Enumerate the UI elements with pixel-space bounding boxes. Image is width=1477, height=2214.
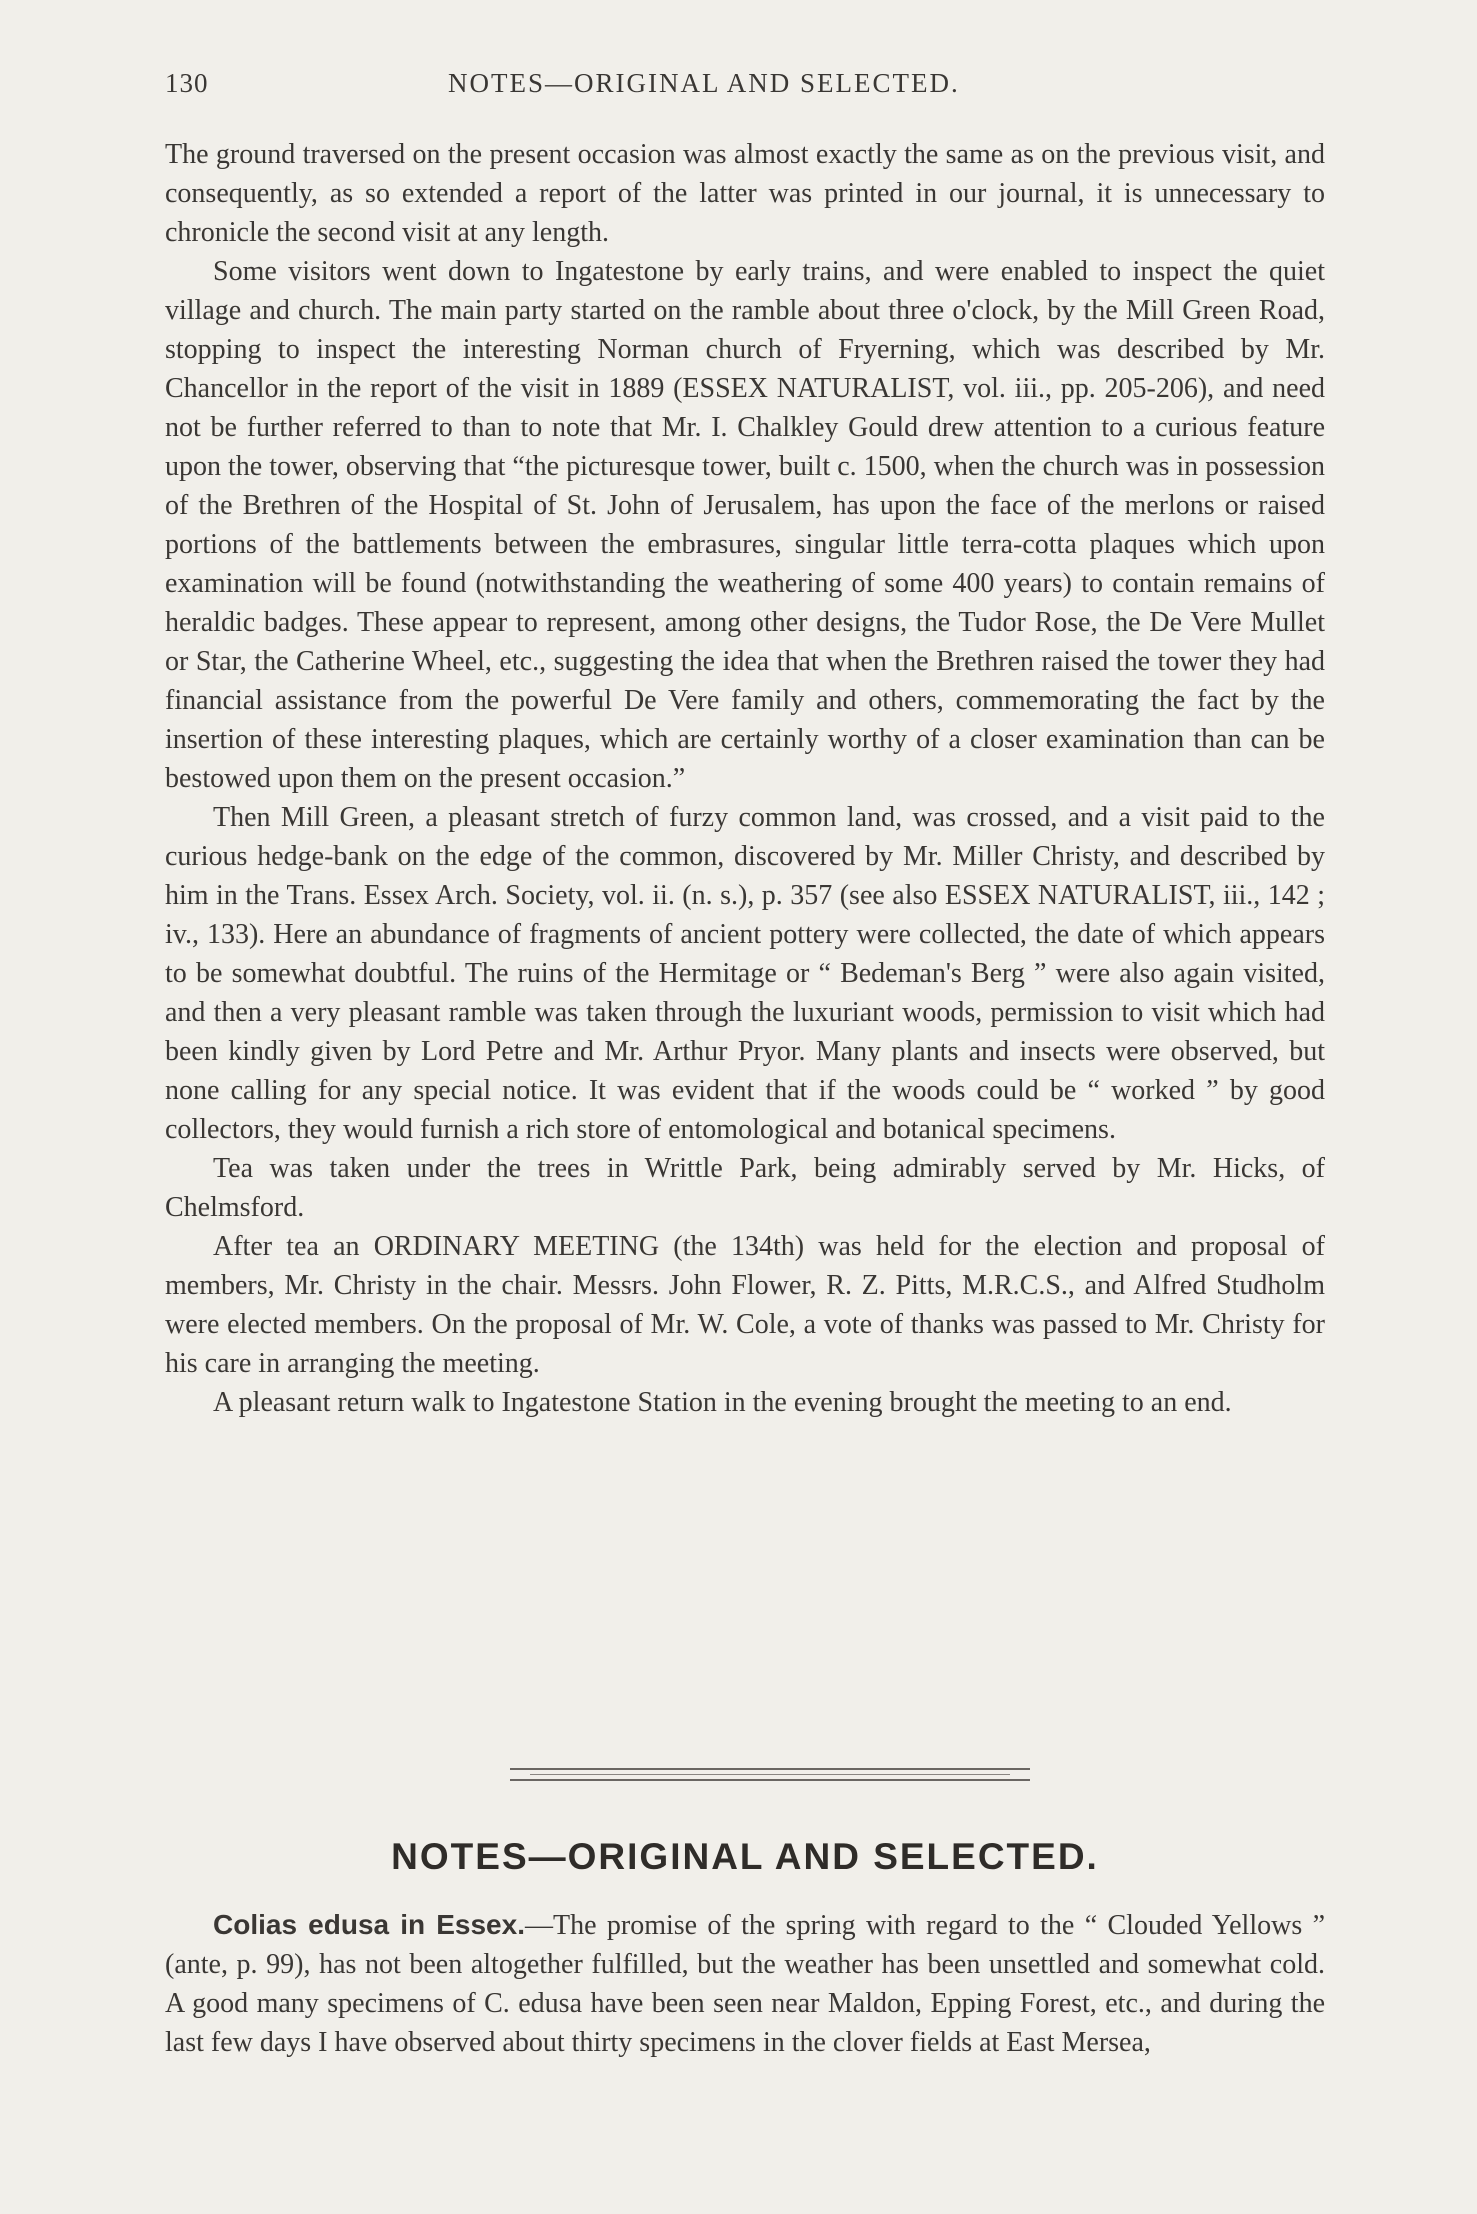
note-body: —The promise of the spring with regard to the “ Clouded Yellows ” (ante, p. 99), has not been altogether fulfilled, but the weather has been unsettled and somewhat cold. A good many specimens of C. edusa have been seen near Maldon, Epping Forest, etc., and during the last few days I have observed about thirty specimens in the clover fields at East Mersea, (165, 1910, 1325, 2058)
running-head (165, 68, 1325, 108)
section-divider (510, 1768, 1030, 1784)
section-title: NOTES—ORIGINAL AND SELECTED. (391, 1836, 1099, 1877)
page-number: 130 (165, 68, 209, 98)
paragraph-ingatestone-visit: Some visitors went down to Ingatestone by early trains, and were enabled to inspect the quiet village and church. The main party started on the ramble about three o'clock, by the Mill Green Road, stopping to inspect the interesting Norman church of Fryerning, which was described by Mr. Chancellor in the report of the visit in 1889 (ESSEX NATURALIST, vol. iii., pp. 205-206), and need not be further referred to than to note that Mr. I. Chalkley Gould drew attention to a curious feature upon the tower, observing that “the picturesque tower, built c. 1500, when the church was in possession of the Brethren of the Hospital of St. John of Jerusalem, has upon the face of the merlons or raised portions of the battlements between the embrasures, singular little terra-cotta plaques which upon examination will be found (notwithstanding the weathering of some 400 years) to contain remains of heraldic badges. These appear to represent, among other designs, the Tudor Rose, the De Vere Mullet or Star, the Catherine Wheel, etc., suggesting the idea that when the Brethren raised the tower they had financial assistance from the powerful De Vere family and others, commemorating the fact by the insertion of these interesting plaques, which are certainly worthy of a closer examination than can be bestowed upon them on the present occasion.” (165, 256, 1325, 794)
meeting-report-text (165, 135, 1325, 1422)
running-title: NOTES—ORIGINAL AND SELECTED. (448, 68, 960, 98)
paragraph-tea-writtle: Tea was taken under the trees in Writtle Park, being admirably served by Mr. Hicks, of Chelmsford. (165, 1153, 1325, 1223)
paragraph-ordinary-meeting: After tea an ORDINARY MEETING (the 134th) was held for the election and proposal of members, Mr. Christy in the chair. Messrs. John Flower, R. Z. Pitts, M.R.C.S., and Alfred Studholm were elected members. On the proposal of Mr. W. Cole, a vote of thanks was passed to Mr. Christy for his care in arranging the meeting. (165, 1231, 1325, 1379)
note-colias-edusa (165, 1905, 1325, 2062)
note-heading: Colias edusa in Essex. (213, 1909, 525, 1940)
paragraph-mill-green: Then Mill Green, a pleasant stretch of furzy common land, was crossed, and a visit paid to the curious hedge-bank on the edge of the common, discovered by Mr. Miller Christy, and described by him in the Trans. Essex Arch. Society, vol. ii. (n. s.), p. 357 (see also ESSEX NATURALIST, iii., 142 ; iv., 133). Here an abundance of fragments of ancient pottery were collected, the date of which appears to be somewhat doubtful. The ruins of the Hermitage or “ Bedeman's Berg ” were also again visited, and then a very pleasant ramble was taken through the luxuriant woods, permission to visit which had been kindly given by Lord Petre and Mr. Arthur Pryor. Many plants and insects were observed, but none calling for any special notice. It was evident that if the woods could be “ worked ” by good collectors, they would furnish a rich store of entomological and botanical specimens. (165, 802, 1325, 1145)
paragraph-return-walk: A pleasant return walk to Ingatestone Station in the evening brought the meeting to an end. (213, 1387, 1232, 1418)
paragraph-ground-traversed: The ground traversed on the present occasion was almost exactly the same as on the previous visit, and consequently, as so extended a report of the latter was printed in our journal, it is unnecessary to chronicle the second visit at any length. (165, 139, 1325, 248)
notes-text (165, 1905, 1325, 2062)
